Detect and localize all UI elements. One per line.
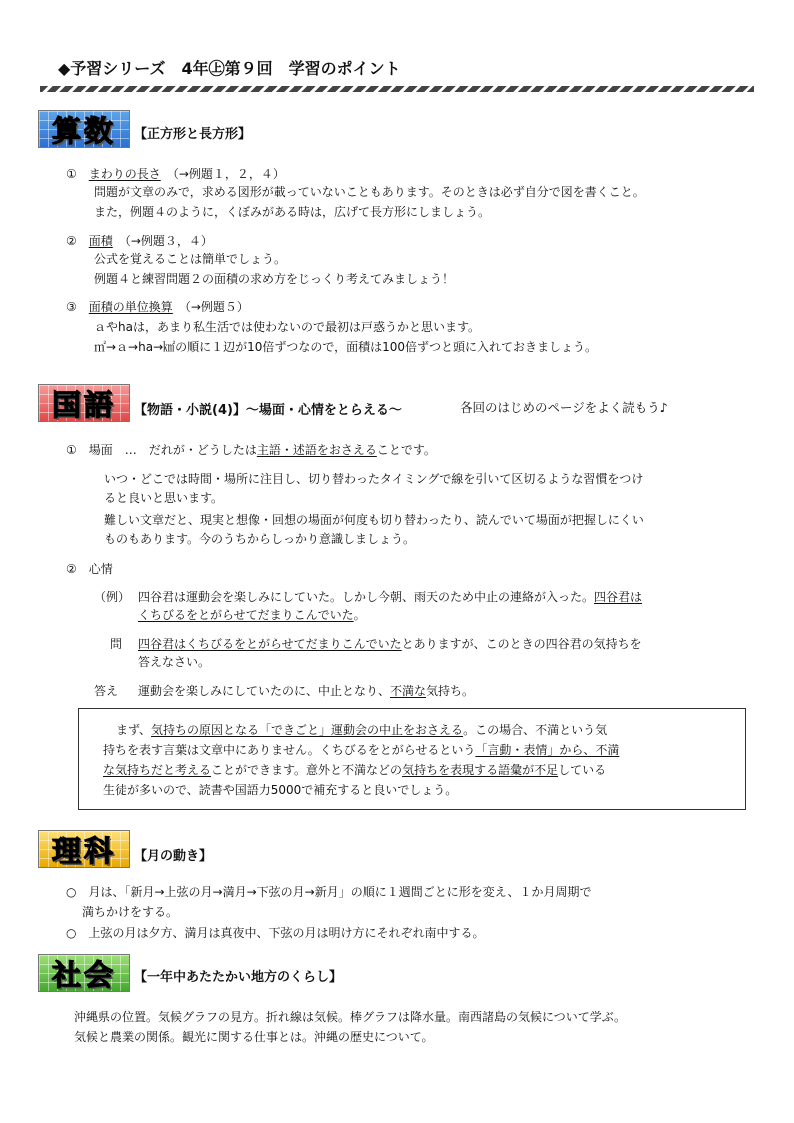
note-box-line-2: 持ちを表す言葉は文章中にありません。くちびるをとがらせるという「言動・表情」から、不満 <box>103 743 620 757</box>
japanese-example-label: （例） <box>94 590 131 604</box>
japanese-example-line-1: 四谷君は運動会を楽しみにしていた。しかし今朝、雨天のため中止の連絡が入った。四谷君は <box>138 590 643 604</box>
science-topic: 【月の動き】 <box>134 849 213 864</box>
japanese-item-1-line-4: ものもあります。今のうちからしっかり意識しましょう。 <box>104 532 416 546</box>
japanese-item-1-line-1: いつ・どこでは時間・場所に注目し、切り替わったタイミングで線を引いて区切るような習慣をつけ <box>104 472 644 486</box>
math-item-2-heading: ② 面積 （→例題３，４） <box>66 234 213 248</box>
japanese-answer-label: 答え <box>94 684 119 698</box>
japanese-answer: 運動会を楽しみにしていたのに、中止となり、不満な気持ち。 <box>138 684 475 698</box>
math-item-2-line-2: 例題４と練習問題２の面積の求め方をじっくり考えてみましょう！ <box>94 272 455 286</box>
japanese-item-1-line-2: ると良いと思います。 <box>104 491 224 505</box>
social-line-1: 沖縄県の位置。気候グラフの見方。折れ線は気候。棒グラフは降水量。南西諸島の気候について学ぶ。 <box>74 1010 627 1024</box>
math-item-1-line-2: また，例題４のように，くぼみがある時は，広げて長方形にしましょう。 <box>94 205 491 219</box>
math-item-1-heading: ① まわりの長さ （→例題１，２，４） <box>66 167 285 181</box>
japanese-question-label: 問 <box>110 637 123 651</box>
science-badge: 理科 <box>38 830 130 868</box>
math-item-2-line-1: 公式を覚えることは簡単でしょう。 <box>94 252 287 266</box>
math-item-3-heading: ③ 面積の単位換算 （→例題５） <box>66 300 249 314</box>
japanese-topic-note: 各回のはじめのページをよく読もう♪ <box>460 400 668 415</box>
japanese-item-1-line-3: 難しい文章だと、現実と想像・回想の場面が何度も切り替わったり、読んでいて場面が把握しにくい <box>104 513 644 527</box>
math-topic: 【正方形と長方形】 <box>134 127 252 142</box>
social-line-2: 気候と農業の関係。観光に関する仕事とは。沖縄の歴史について。 <box>74 1030 434 1044</box>
social-topic: 【一年中あたたかい地方のくらし】 <box>134 970 343 985</box>
japanese-badge: 国語 <box>38 384 130 422</box>
social-badge: 社会 <box>38 954 130 992</box>
note-box-line-3: な気持ちだと考えることができます。意外と不満などの気持ちを表現する語彙が不足している <box>103 763 607 777</box>
page-title: ◆予習シリーズ 4年㊤第９回 学習のポイント <box>58 59 401 78</box>
japanese-item-2-heading: ② 心情 <box>66 562 113 576</box>
science-line-2: 満ちかけをする。 <box>82 905 179 919</box>
japanese-item-1-heading: ① 場面 … だれが・どうしたは主語・述語をおさえることです。 <box>66 443 436 457</box>
header-divider <box>40 86 754 92</box>
science-bullet-1: ○ 月は、「新月→上弦の月→満月→下弦の月→新月」の順に１週間ごとに形を変え、１か月周期で <box>66 885 592 899</box>
japanese-question-line-1: 四谷君はくちびるをとがらせてだまりこんでいたとありますが、このときの四谷君の気持ちを <box>138 637 642 651</box>
math-item-3-line-2: ㎡→ａ→ha→㎢の順に１辺が10倍ずつなので，面積は100倍ずつと頭に入れておきましょう。 <box>94 340 598 354</box>
math-item-3-line-1: ａやhaは，あまり私生活では使わないので最初は戸惑うかと思います。 <box>94 320 481 334</box>
note-box-line-4: 生徒が多いので、読書や国語力5000で補充すると良いでしょう。 <box>103 783 458 797</box>
japanese-question-line-2: 答えなさい。 <box>138 655 211 669</box>
math-badge: 算数 <box>38 110 130 148</box>
japanese-topic: 【物語・小説(4)】～場面・心情をとらえる～ <box>134 403 402 418</box>
note-box-line-1: まず、気持ちの原因となる「できごと」運動会の中止をおさえる。この場合、不満という気 <box>116 723 608 737</box>
japanese-example-line-2: くちびるをとがらせてだまりこんでいた。 <box>138 608 366 622</box>
science-bullet-2: ○ 上弦の月は夕方、満月は真夜中、下弦の月は明け方にそれぞれ南中する。 <box>66 926 485 940</box>
math-item-1-line-1: 問題が文章のみで，求める図形が載っていないこともあります。そのときは必ず自分で図を書くこと。 <box>94 185 645 199</box>
